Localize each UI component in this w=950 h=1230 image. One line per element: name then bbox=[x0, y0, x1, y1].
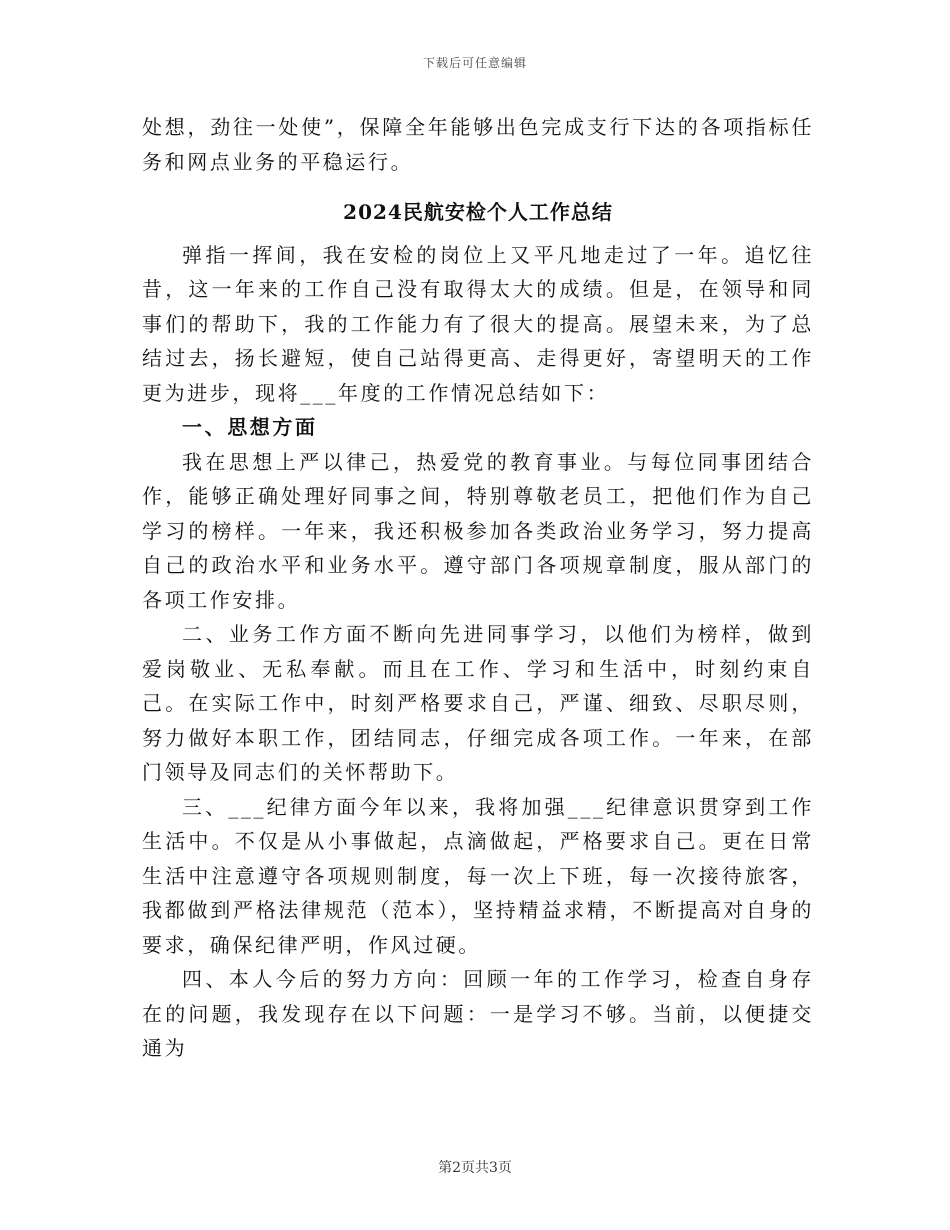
section-discipline-paragraph: 三、___纪律方面今年以来，我将加强___纪律意识贯穿到工作生活中。不仅是从小事做起，点滴做起，严格要求自己。更在日常生活中注意遵守各项规则制度，每一次上下班，每一次接待旅客，我都做到严格法律规范（范本），坚持精益求精，不断提高对自身的要求，确保纪律严明，作风过硬。 bbox=[142, 794, 814, 957]
page-number-footer: 第2页共3页 bbox=[438, 1160, 512, 1176]
section-business-paragraph: 二、业务工作方面不断向先进同事学习，以他们为榜样，做到爱岗敬业、无私奉献。而且在工作、学习和生活中，时刻约束自己。在实际工作中，时刻严格要求自己，严谨、细致、尽职尽则，努力做好本职工作，团结同志，仔细完成各项工作。一年来，在部门领导及同志们的关怀帮助下。 bbox=[142, 622, 814, 784]
section-thought-paragraph: 我在思想上严以律己，热爱党的教育事业。与每位同事团结合作，能够正确处理好同事之间，特别尊敬老员工，把他们作为自己学习的榜样。一年来，我还积极参加各类政治业务学习，努力提高自己的政治水平和业务水平。遵守部门各项规章制度，服从部门的各项工作安排。 bbox=[142, 449, 814, 612]
section-direction-paragraph: 四、本人今后的努力方向：回顾一年的工作学习，检查自身存在的问题，我发现存在以下问题：一是学习不够。当前，以便捷交通为 bbox=[142, 967, 814, 1060]
header-note: 下载后可任意编辑 bbox=[422, 56, 527, 70]
document-title: 2024民航安检个人工作总结 bbox=[343, 200, 613, 224]
document-body bbox=[142, 110, 814, 1066]
section-heading-thought: 一、思想方面 bbox=[182, 415, 318, 439]
intro-paragraph: 弹指一挥间，我在安检的岗位上又平凡地走过了一年。追忆往昔，这一年来的工作自己没有取得太大的成绩。但是，在领导和同事们的帮助下，我的工作能力有了很大的提高。展望未来，为了总结过去，扬长避短，使自己站得更高、走得更好，寄望明天的工作更为进步，现将___年度的工作情况总结如下： bbox=[142, 242, 814, 405]
continuation-paragraph: 处想，劲往一处使”，保障全年能够出色完成支行下达的各项指标任务和网点业务的平稳运行。 bbox=[142, 115, 814, 174]
